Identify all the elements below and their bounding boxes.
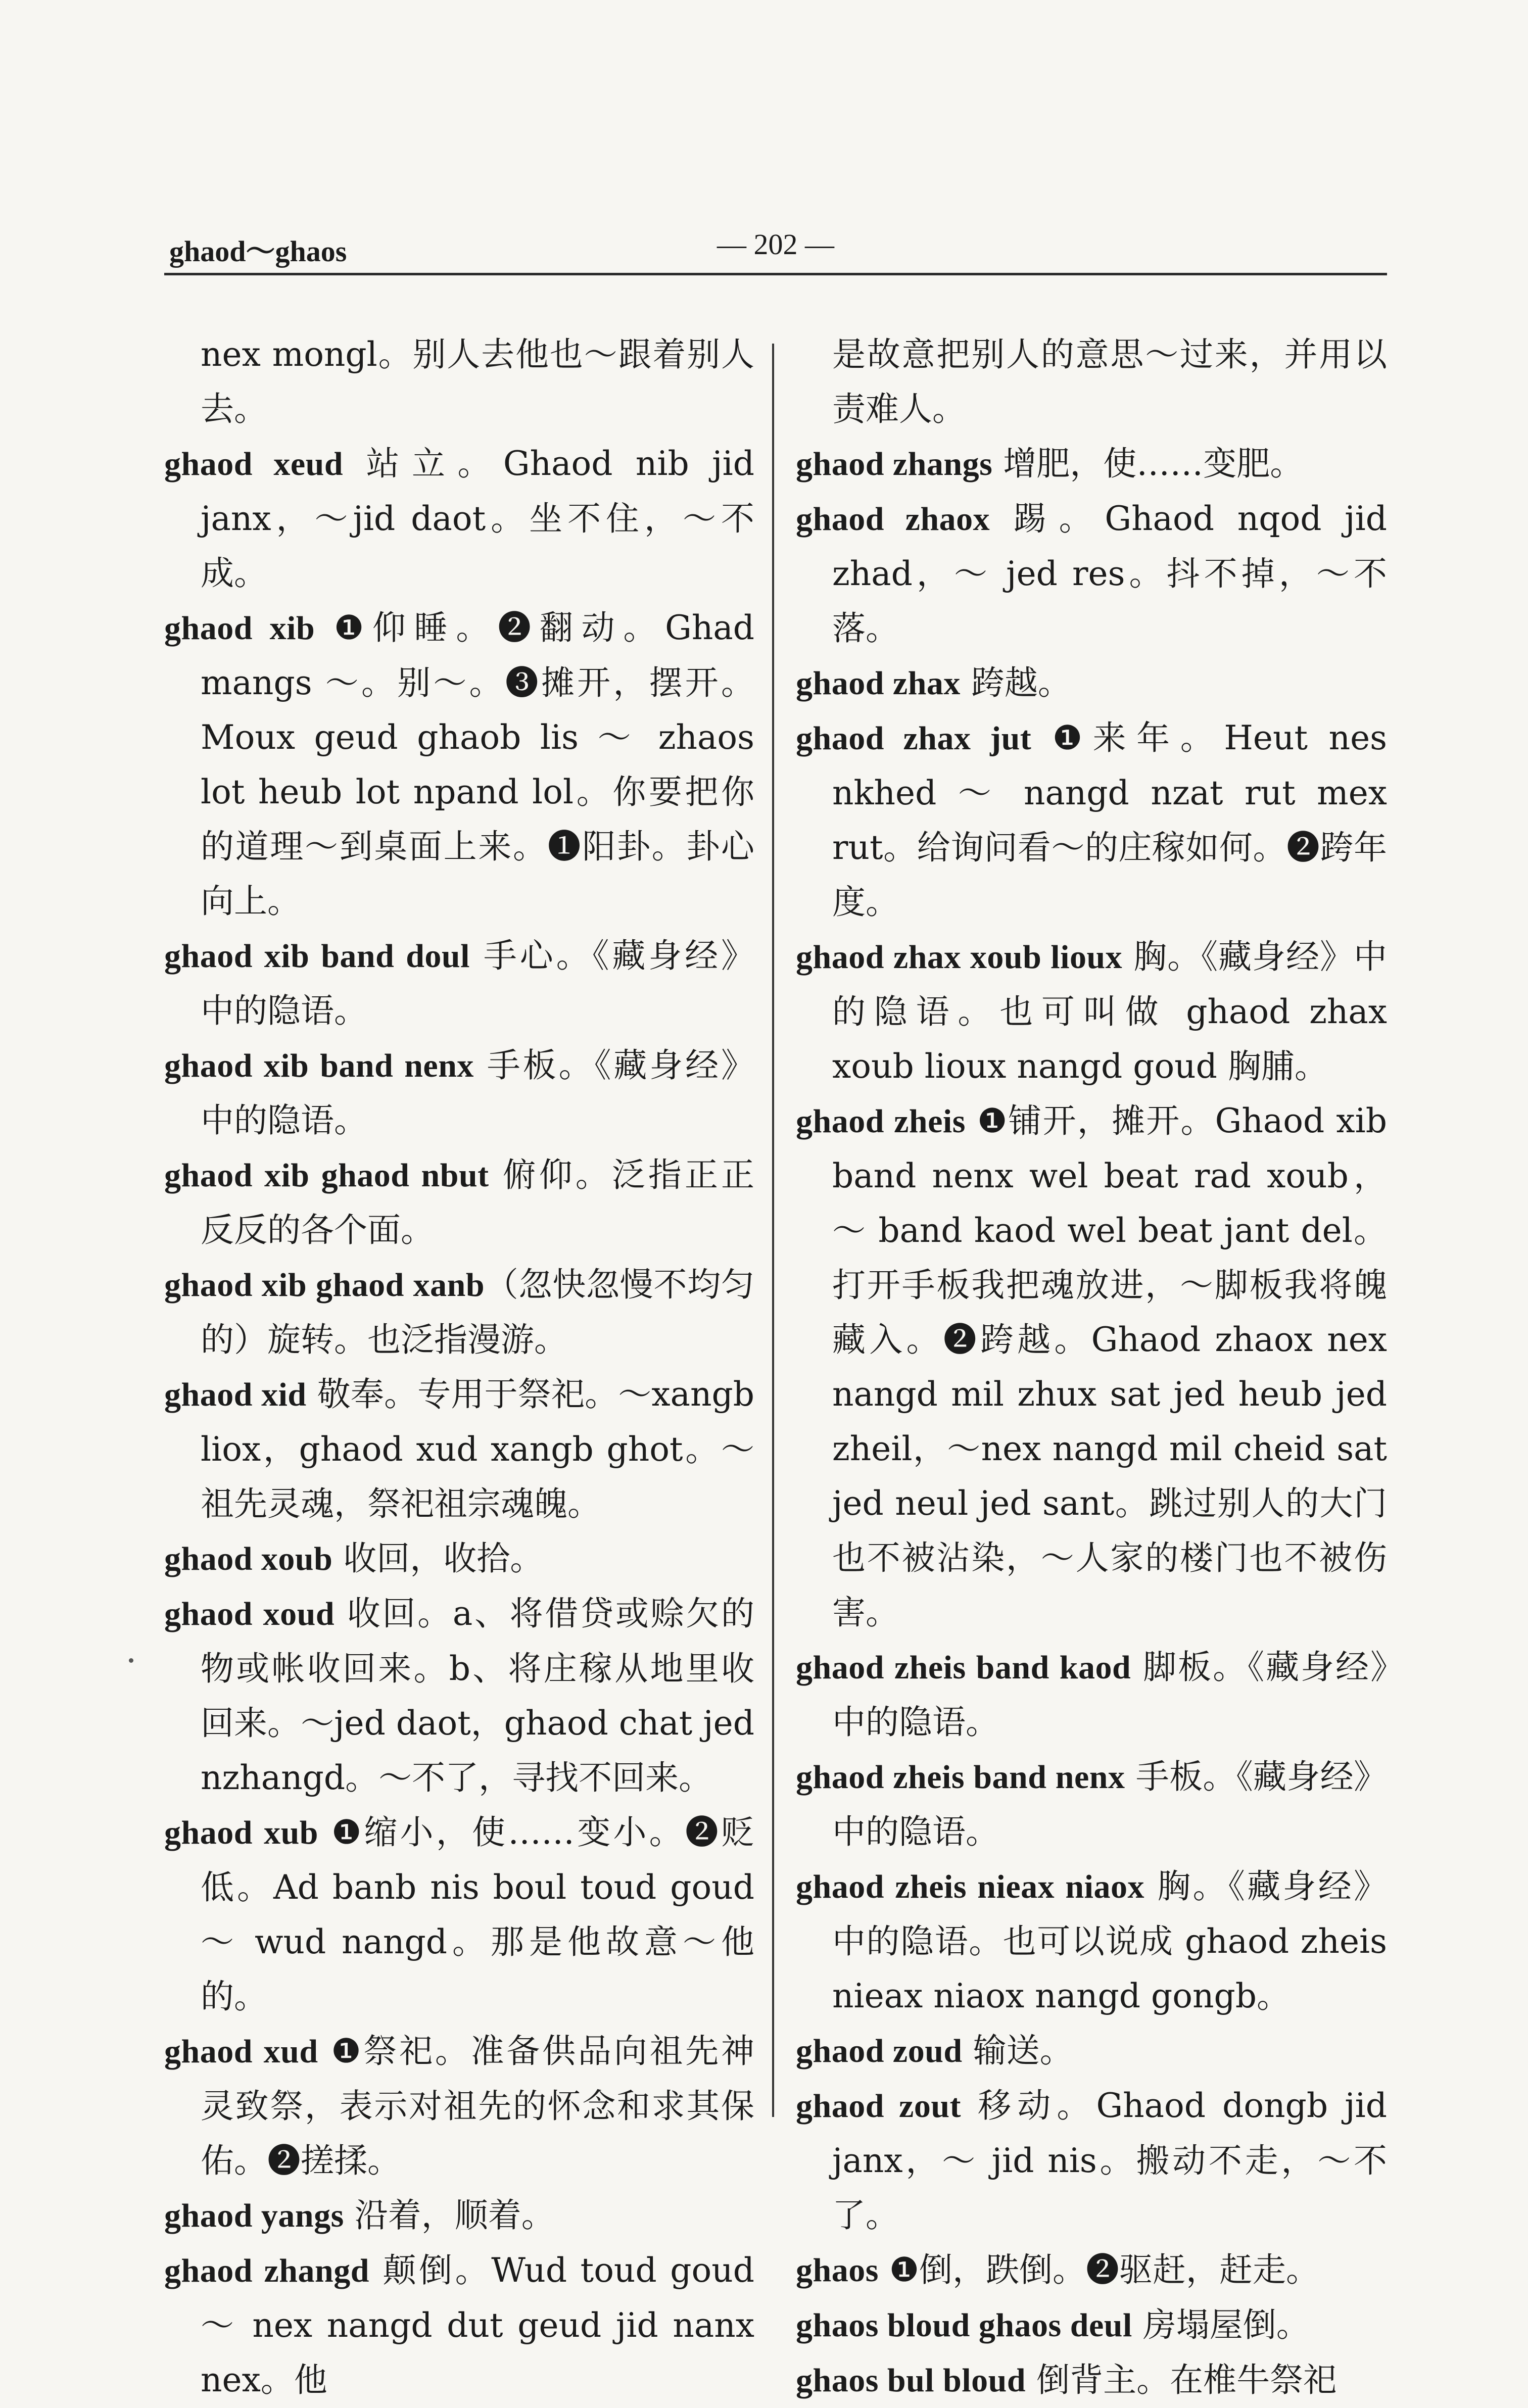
definition: 站立。Ghaod nib jid janx，～jid daot。坐不住，～不成。: [201, 444, 754, 593]
definition: 收回，收拾。: [332, 1539, 544, 1578]
left-column: [164, 327, 754, 2407]
dictionary-entry: [796, 2298, 1387, 2353]
headword: ghaod zhax jut: [796, 720, 1032, 757]
dictionary-entry: [796, 1640, 1387, 1750]
definition: 移动。Ghaod dongb jid janx，～ jid nis。搬动不走，～不了。: [832, 2086, 1388, 2235]
dictionary-entry: [796, 1750, 1387, 1859]
definition: 倒背主。在椎牛祭祀: [1026, 2361, 1337, 2399]
definition: ❶倒，跌倒。❷驱赶，赶走。: [878, 2250, 1320, 2289]
dictionary-entry: [796, 1094, 1387, 1640]
definition: ❶来年。Heut nes nkhed ～ nangd nzat rut mex rut。给询问看～的庄稼如何。❷跨年度。: [832, 718, 1387, 922]
dictionary-entry: [796, 656, 1387, 711]
definition: 增肥，使……变肥。: [992, 444, 1304, 483]
dictionary-entry: [164, 1805, 754, 2024]
definition: ❶铺开，摊开。Ghaod xib band nenx wel beat rad xoub，～ band kaod wel beat jant del。打开手板我把魂放进，～脚板我将魄藏入。❷跨越。Ghaod zhaox nex nangd mil zhux sat jed heub jed zheil，～nex nangd mil cheid sat jed neul jed sant。跳过别人的大门也不被沾染，～人家的楼门也不被伤害。: [832, 1101, 1387, 1632]
definition: 踢。Ghaod nqod jid zhad，～ jed res。抖不掉，～不落。: [832, 499, 1387, 648]
definition: 胸。《藏身经》中的隐语。也可以说成 ghaod zheis nieax niaox nangd gongb。: [832, 1867, 1387, 2015]
headword: ghaod zhaox: [796, 501, 990, 538]
headword: ghaod zout: [796, 2088, 962, 2125]
definition: 房塌屋倒。: [1132, 2305, 1310, 2344]
definition: （忽快忽慢不均匀的）旋转。也泛指漫游。: [201, 1265, 755, 1359]
header-entry-range: ghaod～ghaos: [169, 235, 347, 268]
headword: ghaod zhangd: [164, 2252, 369, 2289]
page-number: — 202 —: [717, 228, 834, 261]
dictionary-entry: [164, 2024, 754, 2188]
dictionary-entry: [164, 1531, 754, 1586]
column-divider: [772, 344, 774, 2117]
definition: 手板。《藏身经》中的隐语。: [832, 1757, 1387, 1851]
headword: ghaos bloud ghaos deul: [796, 2307, 1132, 2344]
definition: 手心。《藏身经》中的隐语。: [201, 936, 754, 1030]
dictionary-entry: [164, 1038, 754, 1148]
dictionary-entry: [796, 2079, 1387, 2243]
headword: ghaod xib ghaod xanb: [164, 1267, 485, 1304]
dictionary-entry: [164, 437, 754, 601]
definition: 敬奉。专用于祭祀。～xangb liox，ghaod xud xangb ghot。～祖先灵魂，祭祀祖宗魂魄。: [201, 1375, 754, 1523]
definition: ❶缩小，使……变小。❷贬低。Ad banb nis boul toud goud ～ wud nangd。那是他故意～他的。: [201, 1813, 754, 2016]
definition: 俯仰。泛指正正反反的各个面。: [201, 1155, 755, 1249]
dictionary-entry: [796, 2353, 1387, 2408]
headword: ghaos: [796, 2252, 879, 2289]
dictionary-entry: [796, 930, 1387, 1094]
headword: ghaod zoud: [796, 2033, 963, 2069]
headword: ghaod xud: [164, 2033, 318, 2070]
headword: ghaod xib band doul: [164, 938, 470, 975]
headword: ghaod zheis nieax niaox: [796, 1868, 1144, 1905]
dictionary-entry: [796, 711, 1387, 930]
scan-speck: [129, 1658, 133, 1663]
headword: ghaod zheis band nenx: [796, 1759, 1125, 1796]
headword: ghaod zhax xoub lioux: [796, 939, 1123, 976]
definition: 脚板。《藏身经》中的隐语。: [832, 1648, 1388, 1742]
definition: ❶仰睡。❷翻动。Ghad mangs ～。别～。❸摊开，摆开。Moux geud ghaob lis ～ zhaos lot heub lot npand lol。你要把你的道理～到桌面上来。❶阳卦。卦心向上。: [201, 608, 754, 921]
headword: ghaod xoub: [164, 1540, 333, 1577]
headword: ghaod xoud: [164, 1596, 335, 1632]
headword: ghaod xub: [164, 1814, 318, 1851]
headword: ghaod zhax: [796, 665, 961, 702]
headword: ghaod zheis: [796, 1103, 966, 1140]
headword: ghaod xib band nenx: [164, 1047, 474, 1084]
dictionary-entry: [164, 1586, 754, 1805]
dictionary-entry: [796, 437, 1387, 492]
headword: ghaod xib ghaod nbut: [164, 1157, 489, 1194]
headword: ghaod xeud: [164, 446, 344, 483]
definition: 手板。《藏身经》中的隐语。: [201, 1046, 754, 1140]
definition: 颠倒。Wud toud goud ～ nex nangd dut geud jid nanx nex。他: [201, 2251, 754, 2399]
headword: ghaod zheis band kaod: [796, 1649, 1131, 1686]
dictionary-entry: 是故意把别人的意思～过来，并用以责难人。: [832, 335, 1387, 428]
page-header: [164, 217, 1387, 275]
dictionary-entry: [164, 1258, 754, 1367]
headword: ghaod xid: [164, 1376, 307, 1413]
dictionary-entry: [164, 1367, 754, 1531]
definition: 收回。a、将借贷或赊欠的物或帐收回来。b、将庄稼从地里收回来。～jed daot，ghaod chat jed nzhangd。～不了，寻找不回来。: [201, 1594, 754, 1797]
definition: 输送。: [962, 2031, 1073, 2070]
dictionary-entry: [164, 2188, 754, 2243]
headword: ghaos bul bloud: [796, 2362, 1026, 2399]
dictionary-entry: [164, 601, 754, 929]
dictionary-entry: [796, 492, 1387, 656]
dictionary-entry: [164, 929, 754, 1038]
dictionary-entry: [164, 2243, 754, 2407]
headword: ghaod zhangs: [796, 446, 993, 483]
headword: ghaod yangs: [164, 2197, 344, 2234]
dictionary-entry: nex mongl。别人去他也～跟着别人去。: [201, 335, 754, 428]
definition: 沿着，顺着。: [344, 2196, 555, 2235]
definition: ❶祭祀。准备供品向祖先神灵致祭，表示对祖先的怀念和求其保佑。❷搓揉。: [201, 2032, 755, 2180]
right-column: [796, 327, 1387, 2408]
definition: 胸。《藏身经》中的隐语。也可叫做 ghaod zhax xoub lioux nangd goud 胸脯。: [832, 937, 1387, 1086]
dictionary-entry: [796, 1859, 1387, 2024]
dictionary-entry: [796, 2024, 1387, 2079]
dictionary-entry: [796, 2243, 1387, 2298]
dictionary-entry: [164, 1148, 754, 1258]
definition: 跨越。: [960, 663, 1071, 702]
headword: ghaod xib: [164, 610, 315, 647]
